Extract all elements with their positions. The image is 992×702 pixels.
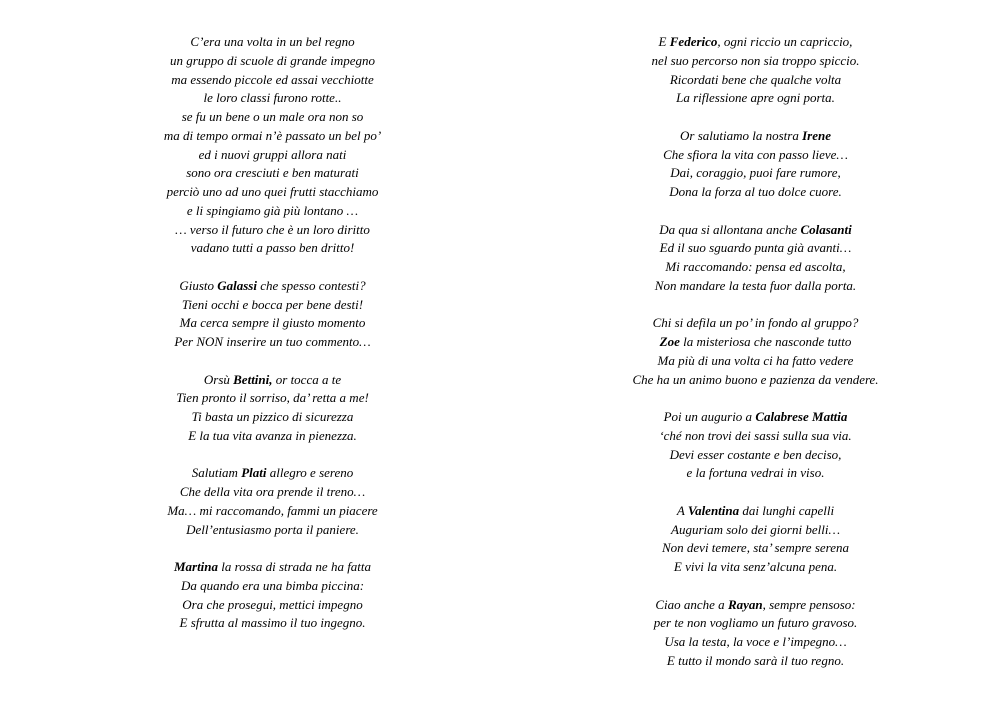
verse-line: [598, 183, 913, 202]
verse-text: E sfrutta al massimo il tuo ingegno.: [179, 615, 366, 631]
student-name: Zoe: [659, 334, 680, 349]
stanza: [120, 464, 425, 539]
verse-text: perciò uno ad uno quei frutti stacchiamo: [166, 184, 379, 199]
student-name: Valentina: [687, 502, 740, 518]
stanza: [120, 277, 425, 352]
verse-text: la misteriosa che nasconde tutto: [679, 334, 852, 349]
verse-line: [120, 146, 425, 165]
verse-text: le loro classi furono rotte..: [203, 90, 342, 106]
verse-text: sono ora cresciuti e ben maturati: [186, 165, 359, 181]
stanza: [598, 408, 913, 483]
stanza: [598, 314, 913, 389]
verse-text: Non devi temere, sta’ sempre serena: [661, 540, 849, 556]
verse-line: [120, 221, 425, 240]
verse-text: ma essendo piccole ed assai vecchiotte: [171, 71, 374, 87]
verse-line: [120, 314, 425, 333]
verse-line: [598, 521, 913, 540]
verse-text: E: [658, 34, 670, 49]
verse-text: Mi raccomando: pensa ed ascolta,: [665, 259, 846, 274]
verse-line: [598, 633, 913, 652]
student-name: Calabrese Mattia: [755, 409, 848, 424]
verse-line: [120, 202, 425, 221]
student-name: Galassi: [217, 277, 257, 293]
verse-text: Ti basta un pizzico di sicurezza: [191, 409, 354, 424]
verse-line: [120, 183, 425, 202]
verse-text: Tien pronto il sorriso, da’ retta a me!: [176, 390, 369, 406]
verse-line: [120, 89, 425, 108]
verse-text: per te non vogliamo un futuro gravoso.: [653, 615, 858, 631]
verse-line: [598, 239, 913, 258]
verse-text: Or salutiamo la nostra: [680, 127, 803, 143]
verse-line: [598, 464, 913, 483]
verse-text: Per NON inserire un tuo commento…: [174, 334, 371, 349]
verse-line: [120, 52, 425, 71]
verse-line: [120, 596, 425, 615]
verse-line: [120, 33, 425, 52]
right-poem-column: [598, 33, 913, 689]
verse-line: [598, 277, 913, 296]
verse-text: Che della vita ora prende il treno…: [179, 484, 366, 499]
verse-text: Poi un augurio a: [663, 409, 756, 424]
verse-line: [120, 577, 425, 596]
verse-text: Orsù: [203, 371, 234, 387]
verse-text: E vivi la vita senz’alcuna pena.: [673, 559, 838, 574]
verse-line: [120, 71, 425, 90]
verse-text: Che ha un animo buono e pazienza da vendere.: [632, 371, 879, 387]
verse-text: se fu un bene o un male ora non so: [181, 109, 364, 124]
student-name: Colasanti: [800, 221, 852, 237]
verse-text: la rossa di strada ne ha fatta: [218, 559, 372, 574]
verse-line: [598, 221, 913, 240]
verse-line: [120, 164, 425, 183]
verse-text: Salutiam: [191, 465, 242, 481]
stanza: [598, 33, 913, 108]
verse-text: Tieni occhi e bocca per bene desti!: [181, 296, 364, 312]
verse-text: Da qua si allontana anche: [659, 221, 801, 237]
student-name: Irene: [802, 127, 831, 143]
verse-text: Ma più di una volta ci ha fatto vedere: [657, 352, 854, 368]
verse-text: La riflessione apre ogni porta.: [676, 90, 835, 106]
verse-line: [120, 277, 425, 296]
stanza: [598, 596, 913, 671]
stanza: [120, 371, 425, 446]
verse-line: [120, 614, 425, 633]
verse-line: [120, 239, 425, 258]
verse-text: Che sfiora la vita con passo lieve…: [663, 146, 848, 162]
verse-line: [120, 389, 425, 408]
student-name: Bettini,: [233, 371, 273, 387]
verse-text: vadano tutti a passo ben dritto!: [190, 240, 355, 256]
student-name: Federico: [669, 34, 718, 49]
verse-text: , sempre pensoso:: [762, 596, 856, 612]
verse-text: Non mandare la testa fuor dalla porta.: [654, 277, 857, 293]
verse-text: Auguriam solo dei giorni belli…: [671, 521, 840, 537]
verse-text: E la tua vita avanza in pienezza.: [188, 427, 357, 443]
verse-line: [598, 333, 913, 352]
verse-text: Dona la forza al tuo dolce cuore.: [669, 184, 842, 199]
verse-text: allegro e sereno: [266, 465, 354, 481]
verse-text: , ogni riccio un capriccio,: [717, 34, 853, 49]
verse-text: e li spingiamo già più lontano …: [186, 202, 359, 218]
verse-line: [598, 352, 913, 371]
verse-line: [598, 52, 913, 71]
verse-line: [598, 146, 913, 165]
verse-line: [598, 408, 913, 427]
verse-text: Ora che prosegui, mettici impegno: [182, 596, 363, 612]
verse-line: [598, 314, 913, 333]
verse-text: Dell’entusiasmo porta il paniere.: [186, 521, 359, 537]
verse-line: [120, 371, 425, 390]
verse-line: [598, 652, 913, 671]
verse-text: che spesso contesti?: [256, 277, 366, 293]
verse-line: [598, 558, 913, 577]
verse-line: [120, 521, 425, 540]
verse-line: [598, 164, 913, 183]
stanza: [120, 33, 425, 258]
verse-text: Ciao anche a: [655, 596, 728, 612]
verse-line: [120, 408, 425, 427]
verse-line: [598, 371, 913, 390]
verse-line: [120, 558, 425, 577]
verse-line: [120, 296, 425, 315]
verse-text: C’era una volta in un bel regno: [190, 34, 355, 49]
verse-line: [120, 108, 425, 127]
verse-line: [598, 127, 913, 146]
verse-text: ed i nuovi gruppi allora nati: [198, 146, 347, 162]
verse-text: nel suo percorso non sia troppo spiccio.: [651, 52, 860, 68]
student-name: Martina: [173, 559, 219, 574]
verse-line: [598, 502, 913, 521]
verse-text: Ricordati bene che qualche volta: [669, 71, 842, 87]
verse-text: E tutto il mondo sarà il tuo regno.: [666, 652, 845, 668]
verse-text: Devi esser costante e ben deciso,: [669, 446, 842, 462]
verse-text: Da quando era una bimba piccina:: [180, 577, 365, 593]
verse-line: [598, 89, 913, 108]
verse-line: [598, 596, 913, 615]
verse-text: Usa la testa, la voce e l’impegno…: [664, 634, 847, 649]
student-name: Plati: [241, 465, 267, 481]
verse-line: [598, 446, 913, 465]
verse-text: ‘ché non trovi dei sassi sulla sua via.: [659, 427, 852, 443]
verse-line: [598, 614, 913, 633]
verse-text: A: [676, 502, 688, 518]
verse-text: ma di tempo ormai n’è passato un bel po’: [163, 127, 382, 143]
verse-line: [120, 127, 425, 146]
verse-text: Giusto: [179, 277, 218, 293]
verse-text: un gruppo di scuole di grande impegno: [169, 52, 376, 68]
verse-line: [598, 427, 913, 446]
stanza: [598, 221, 913, 296]
stanza: [598, 127, 913, 202]
student-name: Rayan: [727, 596, 763, 612]
verse-line: [120, 333, 425, 352]
verse-line: [598, 258, 913, 277]
verse-text: Ed il suo sguardo punta già avanti…: [659, 240, 852, 256]
verse-text: e la fortuna vedrai in viso.: [686, 465, 825, 481]
verse-line: [120, 502, 425, 521]
stanza: [120, 558, 425, 633]
verse-text: dai lunghi capelli: [739, 502, 835, 518]
verse-text: Dai, coraggio, puoi fare rumore,: [670, 165, 841, 181]
verse-line: [120, 464, 425, 483]
stanza: [598, 502, 913, 577]
verse-text: Ma… mi raccomando, fammi un piacere: [167, 502, 378, 518]
verse-line: [120, 427, 425, 446]
verse-line: [120, 483, 425, 502]
verse-line: [598, 539, 913, 558]
verse-line: [598, 33, 913, 52]
left-poem-column: [120, 33, 425, 652]
verse-text: … verso il futuro che è un loro diritto: [175, 221, 370, 237]
verse-text: Chi si defila un po’ in fondo al gruppo?: [652, 315, 859, 331]
verse-line: [598, 71, 913, 90]
verse-text: Ma cerca sempre il giusto momento: [179, 315, 366, 331]
verse-text: or tocca a te: [272, 371, 342, 387]
